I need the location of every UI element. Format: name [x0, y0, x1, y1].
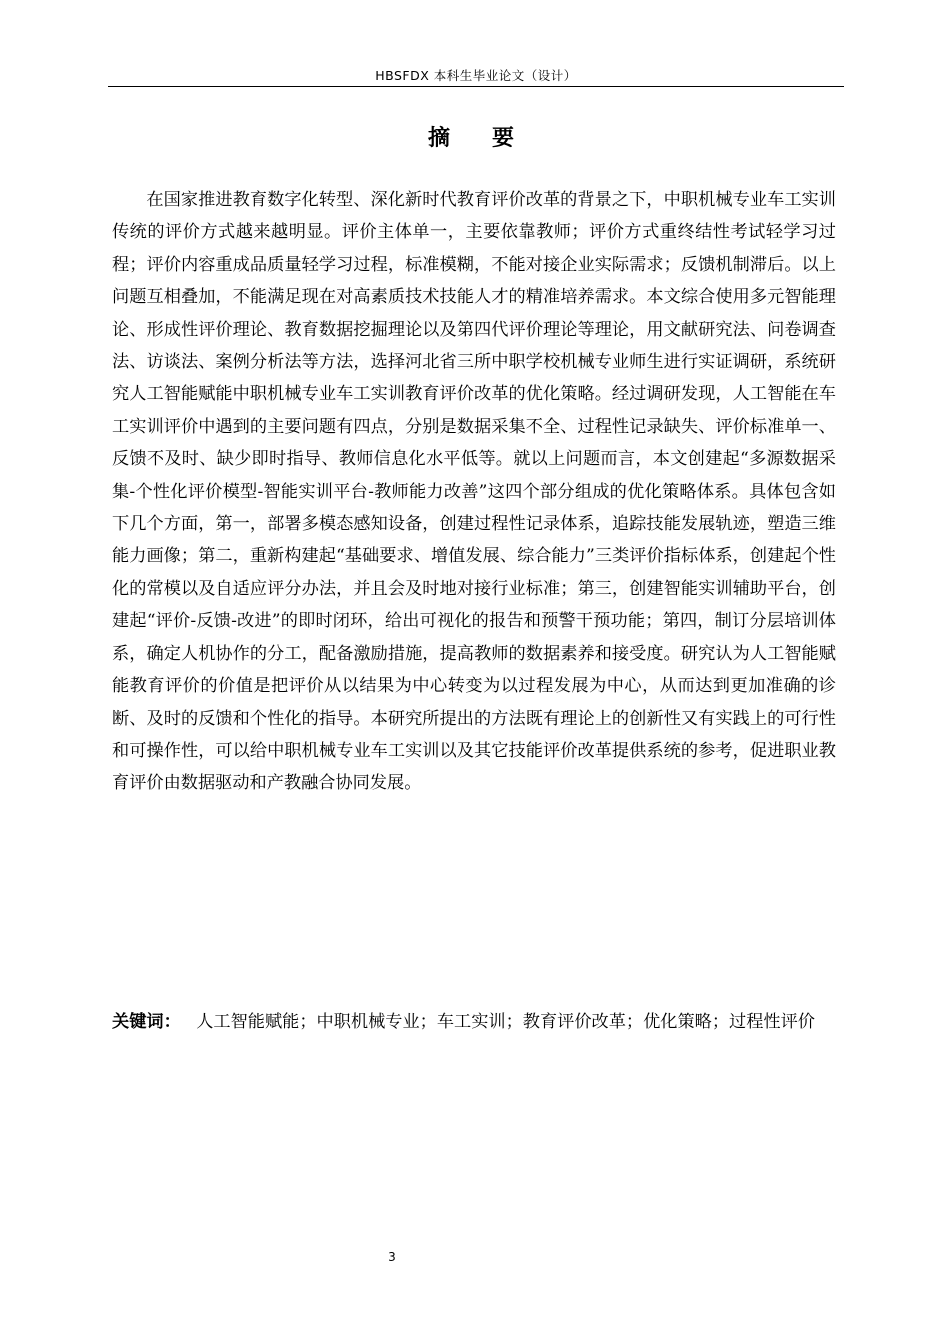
- abstract-paragraph: 在国家推进教育数字化转型、深化新时代教育评价改革的背景之下，中职机械专业车工实训传统的评价方式越来越明显。评价主体单一，主要依靠教师；评价方式重终结性考试轻学习过程；评价内容重成品质量轻学习过程，标准模糊，不能对接企业实际需求；反馈机制滞后。以上问题互相叠加，不能满足现在对高素质技术技能人才的精准培养需求。本文综合使用多元智能理论、形成性评价理论、教育数据挖掘理论以及第四代评价理论等理论，用文献研究法、问卷调查法、访谈法、案例分析法等方法，选择河北省三所中职学校机械专业师生进行实证调研，系统研究人工智能赋能中职机械专业车工实训教育评价改革的优化策略。经过调研发现，人工智能在车工实训评价中遇到的主要问题有四点，分别是数据采集不全、过程性记录缺失、评价标准单一、反馈不及时、缺少即时指导、教师信息化水平低等。就以上问题而言，本文创建起“多源数据采集-个性化评价模型-智能实训平台-教师能力改善”这四个部分组成的优化策略体系。具体包含如下几个方面，第一，部署多模态感知设备，创建过程性记录体系，追踪技能发展轨迹，塑造三维能力画像；第二，重新构建起“基础要求、增值发展、综合能力”三类评价指标体系，创建起个性化的常模以及自适应评分办法，并且会及时地对接行业标准；第三，创建智能实训辅助平台，创建起“评价-反馈-改进”的即时闭环，给出可视化的报告和预警干预功能；第四，制订分层培训体系，确定人机协作的分工，配备激励措施，提高教师的数据素养和接受度。研究认为人工智能赋能教育评价的价值是把评价从以结果为中心转变为以过程发展为中心，从而达到更加准确的诊断、及时的反馈和个性化的指导。本研究所提出的方法既有理论上的创新性又有实践上的可行性和可操作性，可以给中职机械专业车工实训以及其它技能评价改革提供系统的参考，促进职业教育评价由数据驱动和产教融合协同发展。: [112, 190, 836, 794]
- header-rule: [108, 86, 844, 87]
- keywords-line: [112, 1006, 836, 1038]
- page-title: 摘 要: [427, 126, 524, 151]
- running-header: HBSFDX 本科生毕业论文（设计）: [375, 68, 577, 83]
- page-number: 3: [388, 1250, 396, 1264]
- keywords-label: 关键词：: [112, 1012, 181, 1032]
- keywords-text: 人工智能赋能；中职机械专业；车工实训；教育评价改革；优化策略；过程性评价: [196, 1012, 815, 1032]
